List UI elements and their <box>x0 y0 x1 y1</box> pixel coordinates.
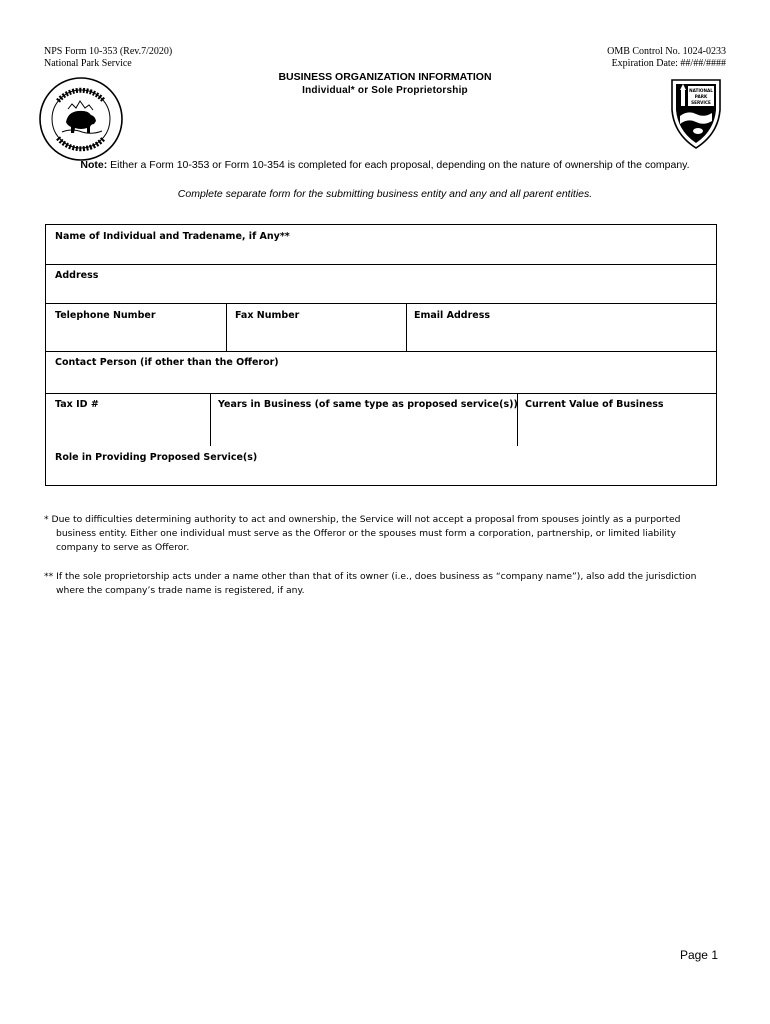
name-field[interactable] <box>47 245 715 263</box>
note-body: Either a Form 10-353 or Form 10-354 is completed for each proposal, depending on the nature of ownership of the company. <box>107 159 690 171</box>
form-id-block <box>44 46 172 70</box>
svg-text:NATIONAL: NATIONAL <box>689 88 713 93</box>
footnote-line: business entity. Either one individual must serve as the Offeror or the spouses must form a corporation, partnership, or limited liability <box>56 528 676 539</box>
email-field-label: Email Address <box>414 310 491 321</box>
name-field-label: Name of Individual and Tradename, if Any** <box>55 231 290 242</box>
fax-field-label: Fax Number <box>235 310 300 321</box>
instruction-text: Complete separate form for the submitting business entity and any and all parent entities. <box>177 188 593 200</box>
footnote-line: ** If the sole proprietorship acts under a name other than that of its owner (i.e., does business as “company name”), also add the jurisdiction <box>44 571 697 582</box>
telephone-field-label: Telephone Number <box>55 310 156 321</box>
address-field[interactable] <box>47 283 715 302</box>
tax-id-field[interactable] <box>47 413 209 445</box>
row-divider <box>46 351 716 352</box>
page-subtitle: Individual* or Sole Proprietorship <box>302 85 468 96</box>
role-field[interactable] <box>47 465 715 485</box>
note-text <box>0 159 770 171</box>
footnote-line: where the company’s trade name is registered, if any. <box>56 585 305 596</box>
page-title: BUSINESS ORGANIZATION INFORMATION <box>278 71 492 83</box>
contact-person-field[interactable] <box>47 372 715 392</box>
email-field[interactable] <box>407 325 715 350</box>
fax-field[interactable] <box>227 325 405 350</box>
agency-name: National Park Service <box>44 58 132 69</box>
years-in-business-field[interactable] <box>211 413 516 445</box>
years-in-business-field-label: Years in Business (of same type as proposed service(s)) <box>218 399 518 410</box>
svg-text:SERVICE: SERVICE <box>691 100 711 105</box>
note-label: Note: <box>80 159 108 171</box>
contact-person-field-label: Contact Person (if other than the Offeror) <box>55 357 279 368</box>
omb-block <box>607 46 726 70</box>
svg-text:PARK: PARK <box>694 94 708 99</box>
role-field-label: Role in Providing Proposed Service(s) <box>55 452 258 463</box>
row-divider <box>46 393 716 394</box>
business-info-form <box>45 224 717 486</box>
footnote-spouses <box>44 513 724 555</box>
footnote-tradename <box>44 570 724 598</box>
expiration-date: Expiration Date: ##/##/#### <box>611 58 726 69</box>
telephone-field[interactable] <box>47 325 225 350</box>
tax-id-field-label: Tax ID # <box>55 399 99 410</box>
omb-control-number: OMB Control No. 1024-0233 <box>607 46 726 57</box>
row-divider <box>46 264 716 265</box>
current-value-field-label: Current Value of Business <box>525 399 664 410</box>
page-number: Page 1 <box>679 948 718 962</box>
row-divider <box>46 303 716 304</box>
form-number: NPS Form 10-353 (Rev.7/2020) <box>44 46 173 57</box>
address-field-label: Address <box>55 270 99 281</box>
current-value-field[interactable] <box>518 413 715 445</box>
footnote-line: * Due to difficulties determining authority to act and ownership, the Service will not accept a proposal from spouses jointly as a purported <box>44 514 681 525</box>
footnote-line: company to serve as Offeror. <box>56 542 190 553</box>
